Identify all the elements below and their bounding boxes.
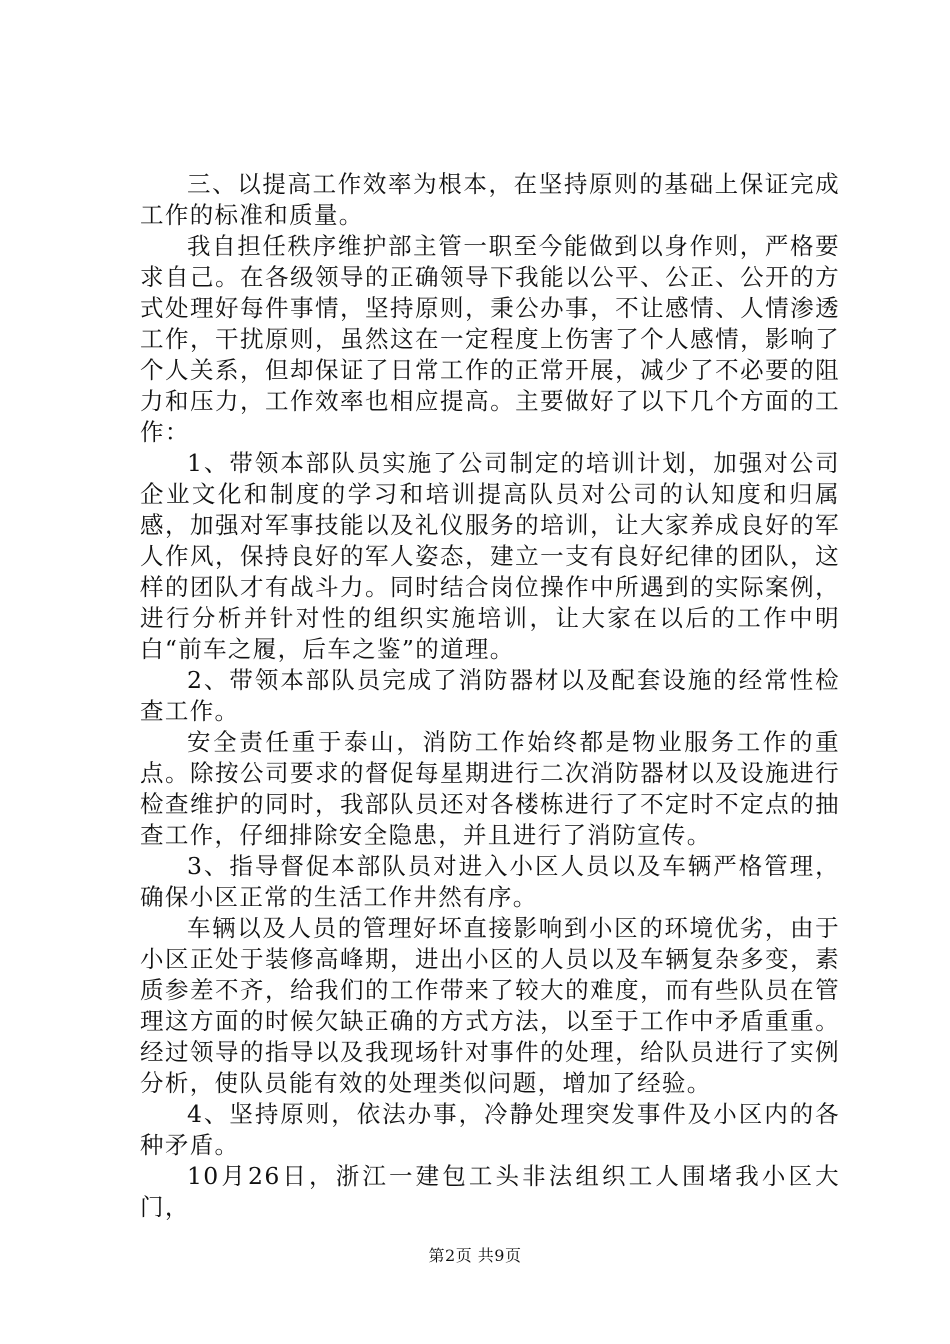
document-body xyxy=(140,169,840,1223)
paragraph-item-1-training: 1、带领本部队员实施了公司制定的培训计划，加强对公司企业文化和制度的学习和培训提高队员对公司的认知度和归属感，加强对军事技能以及礼仪服务的培训，让大家养成良好的军人作风，保持良好的军人姿态，建立一支有良好纪律的团队，这样的团队才有战斗力。同时结合岗位操作中所遇到的实际案例，进行分析并针对性的组织实施培训，让大家在以后的工作中明白“前车之履，后车之鉴”的道理。 xyxy=(140,449,840,663)
paragraph-item-2-fire-equipment: 2、带领本部队员完成了消防器材以及配套设施的经常性检查工作。 xyxy=(140,666,840,725)
paragraph-fire-safety-detail: 安全责任重于泰山，消防工作始终都是物业服务工作的重点。除按公司要求的督促每星期进行二次消防器材以及设施进行检查维护的同时，我部队员还对各楼栋进行了不定时不定点的抽查工作，仔细排除安全隐患，并且进行了消防宣传。 xyxy=(140,728,840,849)
paragraph-oct-26-incident: 10月26日，浙江一建包工头非法组织工人围堵我小区大门， xyxy=(140,1162,840,1221)
paragraph-item-4-principles: 4、坚持原则，依法办事，冷静处理突发事件及小区内的各种矛盾。 xyxy=(140,1100,840,1159)
paragraph-item-3-vehicle-management: 3、指导督促本部队员对进入小区人员以及车辆严格管理，确保小区正常的生活工作井然有序。 xyxy=(140,852,840,911)
paragraph-vehicle-detail: 车辆以及人员的管理好坏直接影响到小区的环境优劣，由于小区正处于装修高峰期，进出小区的人员以及车辆复杂多变，素质参差不齐，给我们的工作带来了较大的难度，而有些队员在管理这方面的时候欠缺正确的方式方法，以至于工作中矛盾重重。经过领导的指导以及我现场针对事件的处理，给队员进行了实例分析，使队员能有效的处理类似问题，增加了经验。 xyxy=(140,914,840,1097)
paragraph-supervisor-intro: 我自担任秩序维护部主管一职至今能做到以身作则，严格要求自己。在各级领导的正确领导下我能以公平、公正、公开的方式处理好每件事情，坚持原则，秉公办事，不让感情、人情渗透工作，干扰原则，虽然这在一定程度上伤害了个人感情，影响了个人关系，但却保证了日常工作的正常开展，减少了不必要的阻力和压力，工作效率也相应提高。主要做好了以下几个方面的工作： xyxy=(140,232,840,446)
paragraph-section-three-heading: 三、以提高工作效率为根本，在坚持原则的基础上保证完成工作的标准和质量。 xyxy=(140,170,840,229)
page-number-footer: 第2页 共9页 xyxy=(428,1246,522,1265)
